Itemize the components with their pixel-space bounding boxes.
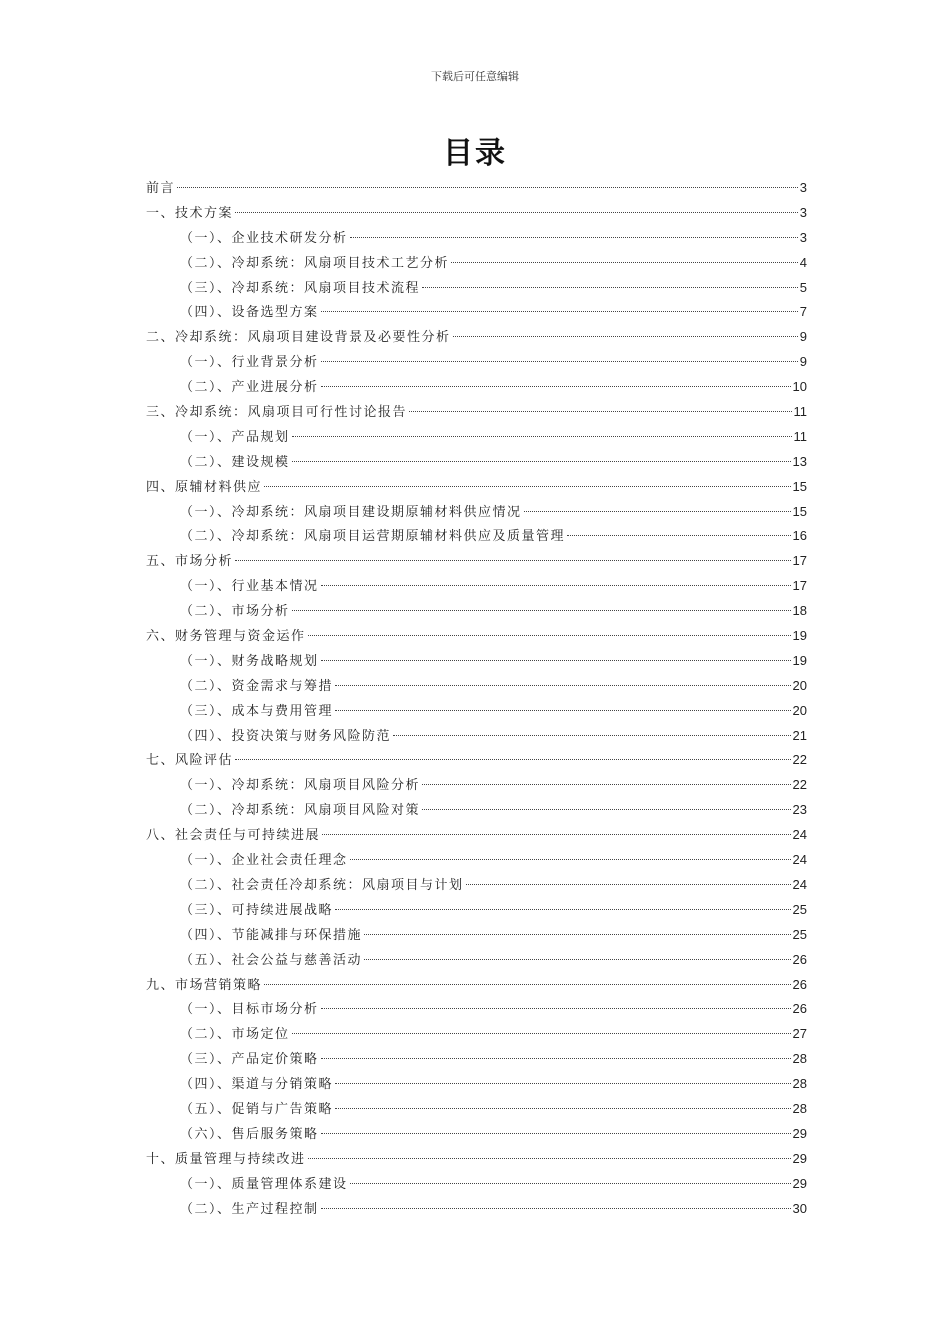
toc-entry-label: （二）、冷却系统：风扇项目风险对策	[180, 803, 421, 819]
toc-entry-page-number: 30	[792, 1200, 807, 1216]
toc-dot-leader	[235, 560, 791, 561]
toc-entry[interactable]	[146, 923, 807, 948]
toc-entry-label: （一）、冷却系统：风扇项目建设期原辅材料供应情况	[180, 504, 522, 520]
toc-dot-leader	[321, 386, 791, 387]
toc-entry[interactable]	[146, 425, 807, 450]
toc-dot-leader	[524, 511, 791, 512]
toc-entry-page-number: 7	[799, 304, 807, 320]
toc-entry-label: 七、风险评估	[146, 753, 234, 769]
toc-entry[interactable]	[146, 300, 807, 325]
toc-entry[interactable]	[146, 1172, 807, 1197]
toc-entry[interactable]	[146, 475, 807, 500]
toc-dot-leader	[350, 237, 798, 238]
toc-entry[interactable]	[146, 674, 807, 699]
toc-dot-leader	[321, 1208, 791, 1209]
toc-entry-label: （一）、产品规划	[180, 429, 290, 445]
toc-entry-label: （二）、资金需求与筹措	[180, 678, 334, 694]
toc-entry-page-number: 22	[792, 752, 807, 768]
toc-entry[interactable]	[146, 724, 807, 749]
toc-entry-page-number: 28	[792, 1076, 807, 1092]
toc-entry-label: 五、市场分析	[146, 554, 234, 570]
toc-entry-page-number: 26	[792, 976, 807, 992]
toc-entry-page-number: 20	[792, 702, 807, 718]
toc-dot-leader	[321, 311, 798, 312]
toc-dot-leader	[292, 610, 791, 611]
toc-entry[interactable]	[146, 773, 807, 798]
page-header: 下载后可任意编辑	[431, 70, 519, 83]
toc-entry-page-number: 24	[792, 827, 807, 843]
toc-entry[interactable]	[146, 798, 807, 823]
toc-entry[interactable]	[146, 997, 807, 1022]
toc-entry-label: 十、质量管理与持续改进	[146, 1151, 306, 1167]
toc-dot-leader	[364, 934, 791, 935]
toc-entry-page-number: 27	[792, 1026, 807, 1042]
toc-entry[interactable]	[146, 649, 807, 674]
toc-dot-leader	[321, 1058, 791, 1059]
toc-entry-label: 四、原辅材料供应	[146, 479, 263, 495]
toc-dot-leader	[350, 859, 791, 860]
toc-dot-leader	[453, 336, 798, 337]
toc-entry-label: （五）、促销与广告策略	[180, 1101, 334, 1117]
toc-entry[interactable]	[146, 226, 807, 251]
toc-entry-label: （四）、节能减排与环保措施	[180, 927, 363, 943]
toc-entry[interactable]	[146, 201, 807, 226]
toc-entry-page-number: 20	[792, 677, 807, 693]
toc-dot-leader	[364, 959, 791, 960]
toc-entry-page-number: 16	[792, 528, 807, 544]
toc-entry[interactable]	[146, 450, 807, 475]
toc-entry[interactable]	[146, 823, 807, 848]
toc-entry-label: （六）、售后服务策略	[180, 1126, 319, 1142]
toc-dot-leader	[466, 884, 791, 885]
toc-entry-label: （五）、社会公益与慈善活动	[180, 952, 363, 968]
toc-dot-leader	[322, 834, 791, 835]
toc-entry-page-number: 29	[792, 1125, 807, 1141]
toc-entry-page-number: 21	[792, 727, 807, 743]
toc-entry-label: （一）、行业背景分析	[180, 355, 319, 371]
toc-entry-label: （四）、设备选型方案	[180, 305, 319, 321]
toc-entry-page-number: 24	[792, 876, 807, 892]
toc-entry-page-number: 25	[792, 926, 807, 942]
toc-entry[interactable]	[146, 973, 807, 998]
toc-entry[interactable]	[146, 350, 807, 375]
toc-entry[interactable]	[146, 699, 807, 724]
toc-dot-leader	[422, 784, 791, 785]
toc-entry-page-number: 25	[792, 901, 807, 917]
toc-entry-label: （二）、冷却系统：风扇项目技术工艺分析	[180, 255, 450, 271]
toc-entry-label: （二）、市场定位	[180, 1027, 290, 1043]
toc-entry[interactable]	[146, 1122, 807, 1147]
toc-entry-page-number: 9	[799, 354, 807, 370]
toc-entry-page-number: 26	[792, 1001, 807, 1017]
toc-entry-page-number: 26	[792, 951, 807, 967]
toc-entry[interactable]	[146, 375, 807, 400]
toc-entry-label: 八、社会责任与可持续进展	[146, 828, 321, 844]
toc-entry[interactable]	[146, 1072, 807, 1097]
toc-dot-leader	[235, 212, 798, 213]
toc-dot-leader	[321, 660, 791, 661]
toc-entry-label: 二、冷却系统：风扇项目建设背景及必要性分析	[146, 330, 451, 346]
toc-entry-label: （三）、冷却系统：风扇项目技术流程	[180, 280, 421, 296]
toc-entry-label: （一）、目标市场分析	[180, 1002, 319, 1018]
toc-entry-label: 六、财务管理与资金运作	[146, 629, 306, 645]
toc-entry-label: （三）、成本与费用管理	[180, 703, 334, 719]
toc-entry-page-number: 18	[792, 603, 807, 619]
toc-entry[interactable]	[146, 873, 807, 898]
toc-entry[interactable]	[146, 276, 807, 301]
toc-dot-leader	[292, 1033, 791, 1034]
toc-entry-page-number: 3	[799, 229, 807, 245]
toc-dot-leader	[321, 361, 798, 362]
toc-entry[interactable]	[146, 1022, 807, 1047]
toc-dot-leader	[335, 909, 791, 910]
toc-entry-page-number: 15	[792, 478, 807, 494]
toc-entry[interactable]	[146, 1197, 807, 1222]
toc-entry[interactable]	[146, 325, 807, 350]
toc-entry-page-number: 19	[792, 652, 807, 668]
toc-entry[interactable]	[146, 599, 807, 624]
toc-entry-page-number: 9	[799, 329, 807, 345]
toc-entry-page-number: 24	[792, 852, 807, 868]
toc-entry[interactable]	[146, 176, 807, 201]
toc-entry-page-number: 4	[799, 254, 807, 270]
table-of-contents	[146, 176, 807, 1221]
toc-entry-page-number: 10	[792, 379, 807, 395]
toc-dot-leader	[335, 710, 791, 711]
toc-dot-leader	[335, 1108, 791, 1109]
toc-entry-page-number: 17	[792, 578, 807, 594]
toc-entry-label: （一）、冷却系统：风扇项目风险分析	[180, 778, 421, 794]
toc-entry-page-number: 11	[793, 428, 807, 444]
toc-dot-leader	[350, 1183, 791, 1184]
toc-dot-leader	[393, 735, 791, 736]
toc-entry[interactable]	[146, 748, 807, 773]
toc-dot-leader	[264, 984, 791, 985]
toc-entry-label: （三）、产品定价策略	[180, 1052, 319, 1068]
toc-dot-leader	[177, 187, 798, 188]
toc-dot-leader	[321, 1008, 791, 1009]
toc-entry[interactable]	[146, 1147, 807, 1172]
toc-entry-page-number: 22	[792, 777, 807, 793]
toc-dot-leader	[335, 1083, 791, 1084]
toc-entry-label: （二）、产业进展分析	[180, 380, 319, 396]
toc-entry-page-number: 13	[792, 453, 807, 469]
toc-dot-leader	[451, 262, 798, 263]
toc-entry-label: （二）、建设规模	[180, 454, 290, 470]
toc-entry[interactable]	[146, 624, 807, 649]
toc-entry-label: （二）、市场分析	[180, 604, 290, 620]
toc-dot-leader	[321, 1133, 791, 1134]
toc-dot-leader	[335, 685, 791, 686]
toc-entry[interactable]	[146, 1047, 807, 1072]
toc-entry-page-number: 15	[792, 503, 807, 519]
toc-entry[interactable]	[146, 898, 807, 923]
toc-entry-page-number: 11	[793, 404, 807, 420]
toc-dot-leader	[292, 461, 791, 462]
toc-dot-leader	[567, 535, 791, 536]
page-title: 目录	[443, 136, 507, 171]
toc-entry-page-number: 5	[799, 279, 807, 295]
toc-entry-label: 一、技术方案	[146, 205, 234, 221]
toc-entry-label: （一）、质量管理体系建设	[180, 1176, 348, 1192]
toc-entry-label: （二）、社会责任冷却系统：风扇项目与计划	[180, 877, 464, 893]
toc-entry-label: （三）、可持续进展战略	[180, 902, 334, 918]
toc-entry[interactable]	[146, 549, 807, 574]
toc-entry[interactable]	[146, 574, 807, 599]
toc-dot-leader	[308, 635, 791, 636]
toc-entry-label: 三、冷却系统：风扇项目可行性讨论报告	[146, 405, 408, 421]
toc-entry[interactable]	[146, 524, 807, 549]
toc-dot-leader	[264, 486, 791, 487]
toc-dot-leader	[422, 809, 791, 810]
toc-entry-page-number: 28	[792, 1100, 807, 1116]
toc-entry-label: （四）、投资决策与财务风险防范	[180, 728, 392, 744]
toc-entry[interactable]	[146, 500, 807, 525]
toc-entry-page-number: 29	[792, 1175, 807, 1191]
toc-dot-leader	[321, 585, 791, 586]
toc-entry[interactable]	[146, 948, 807, 973]
toc-dot-leader	[308, 1158, 791, 1159]
toc-entry-page-number: 28	[792, 1051, 807, 1067]
toc-entry-label: 前言	[146, 181, 176, 196]
toc-dot-leader	[235, 759, 791, 760]
toc-entry-label: （一）、企业社会责任理念	[180, 853, 348, 869]
toc-entry-page-number: 19	[792, 628, 807, 644]
toc-dot-leader	[409, 411, 791, 412]
toc-entry[interactable]	[146, 1097, 807, 1122]
toc-entry-label: （二）、冷却系统：风扇项目运营期原辅材料供应及质量管理	[180, 529, 566, 545]
toc-entry-label: （一）、企业技术研发分析	[180, 230, 348, 246]
toc-entry-page-number: 29	[792, 1150, 807, 1166]
toc-entry-label: （一）、行业基本情况	[180, 579, 319, 595]
toc-entry-label: （二）、生产过程控制	[180, 1201, 319, 1217]
toc-entry[interactable]	[146, 400, 807, 425]
toc-dot-leader	[292, 436, 792, 437]
toc-entry[interactable]	[146, 251, 807, 276]
toc-entry-page-number: 17	[792, 553, 807, 569]
toc-dot-leader	[422, 287, 798, 288]
toc-entry-page-number: 23	[792, 802, 807, 818]
toc-entry-page-number: 3	[799, 180, 807, 195]
toc-entry[interactable]	[146, 848, 807, 873]
toc-entry-label: （一）、财务战略规划	[180, 653, 319, 669]
toc-entry-label: （四）、渠道与分销策略	[180, 1077, 334, 1093]
toc-entry-page-number: 3	[799, 204, 807, 220]
toc-entry-label: 九、市场营销策略	[146, 977, 263, 993]
